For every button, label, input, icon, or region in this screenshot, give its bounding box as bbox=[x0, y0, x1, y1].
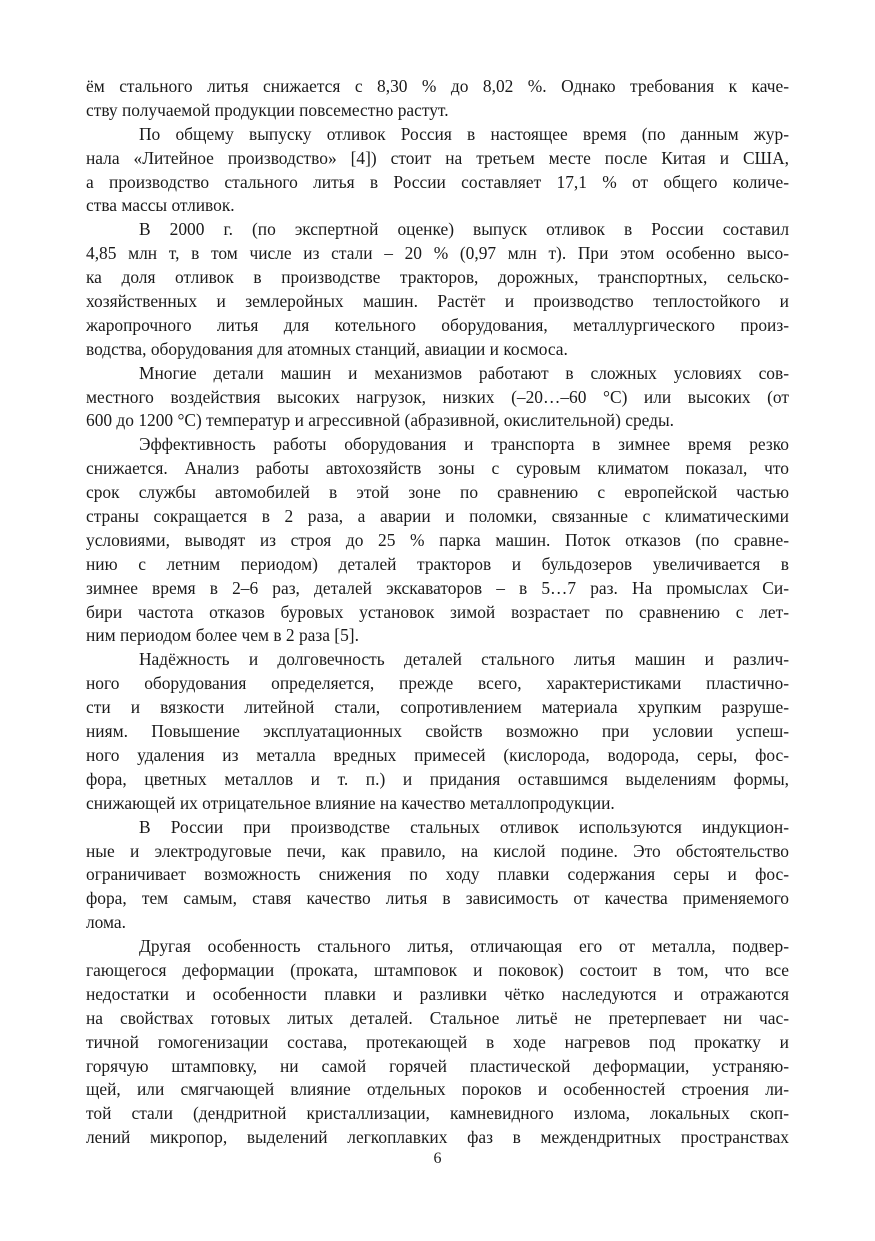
text-line: 4,85 млн т, в том числе из стали – 20 % (0,97 млн т). При этом особенно высо- bbox=[86, 243, 789, 264]
paragraph bbox=[86, 218, 789, 361]
text-line: недостатки и особенности плавки и разливки чётко наследуются и отражаются bbox=[86, 983, 789, 1004]
text-line: на свойствах готовых литых деталей. Стальное литьё не претерпевает ни час- bbox=[86, 1007, 789, 1028]
text-line: лений микропор, выделений легкоплавких фаз в междендритных пространствах bbox=[86, 1127, 789, 1148]
text-line: сти и вязкости литейной стали, сопротивлением материала хрупким разруше- bbox=[86, 697, 789, 718]
text-line: ним периодом более чем в 2 раза [5]. bbox=[86, 625, 359, 646]
text-line: Надёжность и долговечность деталей стального литья машин и различ- bbox=[139, 649, 789, 670]
text-line: нию с летним периодом) деталей тракторов и бульдозеров увеличивается в bbox=[86, 553, 789, 574]
text-line: Эффективность работы оборудования и транспорта в зимнее время резко bbox=[139, 434, 789, 455]
text-line: бири частота отказов буровых установок зимой возрастает по сравнению с лет- bbox=[86, 601, 789, 622]
text-line: 600 до 1200 °С) температур и агрессивной (абразивной, окислительной) среды. bbox=[86, 410, 675, 431]
text-line: ограничивает возможность снижения по ходу плавки содержания серы и фос- bbox=[86, 864, 789, 885]
text-line: фора, цветных металлов и т. п.) и придания оставшимся выделениям формы, bbox=[86, 768, 789, 789]
text-line: ём стального литья снижается с 8,30 % до 8,02 %. Однако требования к каче- bbox=[86, 76, 789, 96]
text-line: фора, тем самым, ставя качество литья в зависимость от качества применяемого bbox=[86, 888, 789, 909]
text-line: срок службы автомобилей в этой зоне по сравнению с европейской частью bbox=[86, 482, 789, 503]
text-line: Другая особенность стального литья, отличающая его от металла, подвер- bbox=[139, 936, 789, 957]
text-line: ного оборудования определяется, прежде всего, характеристиками пластично- bbox=[86, 673, 789, 694]
text-line: зимнее время в 2–6 раз, деталей экскаваторов – в 5…7 раз. На промыслах Си- bbox=[86, 577, 789, 598]
text-line: водства, оборудования для атомных станций, авиации и космоса. bbox=[86, 338, 568, 359]
text-line: страны сокращается в 2 раза, а аварии и поломки, связанные с климатическими bbox=[86, 506, 789, 527]
page-number: 6 bbox=[433, 1150, 442, 1167]
text-line: В России при производстве стальных отливок используются индукцион- bbox=[139, 816, 789, 837]
text-line: Многие детали машин и механизмов работают в сложных условиях сов- bbox=[139, 362, 789, 383]
text-line: условиями, выводят из строя до 25 % парка машин. Поток отказов (по сравне- bbox=[86, 529, 789, 550]
text-line: а производство стального литья в России составляет 17,1 % от общего количе- bbox=[86, 171, 789, 192]
text-line: тичной гомогенизации состава, протекающей в ходе нагревов под прокатку и bbox=[86, 1031, 789, 1052]
text-line: жаропрочного литья для котельного оборудования, металлургического произ- bbox=[86, 314, 789, 335]
text-line: щей, или смягчающей влияние отдельных пороков и особенностей строения ли- bbox=[86, 1079, 789, 1100]
text-line: снижается. Анализ работы автохозяйств зоны с суровым климатом показал, что bbox=[86, 458, 789, 479]
text-line: местного воздействия высоких нагрузок, низких (–20…–60 °С) или высоких (от bbox=[86, 386, 789, 407]
text-line: ниям. Повышение эксплуатационных свойств возможно при условии успеш- bbox=[86, 721, 789, 742]
paragraph bbox=[86, 123, 789, 219]
text-line: ного удаления из металла вредных примесей (кислорода, водорода, серы, фос- bbox=[86, 744, 789, 765]
text-line: ка доля отливок в производстве тракторов, дорожных, транспортных, сельско- bbox=[86, 267, 789, 288]
paragraph bbox=[86, 648, 789, 815]
text-line: лома. bbox=[86, 912, 126, 933]
paragraph bbox=[86, 362, 789, 434]
text-line: В 2000 г. (по экспертной оценке) выпуск отливок в России составил bbox=[139, 219, 789, 240]
text-line: ства массы отливок. bbox=[86, 195, 235, 216]
text-line: снижающей их отрицательное влияние на качество металлопродукции. bbox=[86, 792, 615, 813]
text-line: ные и электродуговые печи, как правило, на кислой подине. Это обстоятельство bbox=[86, 840, 789, 861]
text-line: нала «Литейное производство» [4]) стоит на третьем месте после Китая и США, bbox=[86, 147, 789, 168]
text-line: гающегося деформации (проката, штамповок и поковок) состоит в том, что все bbox=[86, 959, 789, 980]
text-line: хозяйственных и землеройных машин. Растёт и производство теплостойкого и bbox=[86, 291, 789, 312]
text-line: По общему выпуску отливок Россия в настоящее время (по данным жур- bbox=[139, 123, 789, 144]
paragraph bbox=[86, 75, 789, 123]
body-text bbox=[86, 75, 789, 1150]
paragraph bbox=[86, 816, 789, 935]
paragraph bbox=[86, 433, 789, 648]
text-line: горячую штамповку, ни самой горячей пластической деформации, устраняю- bbox=[86, 1055, 789, 1076]
text-line: ству получаемой продукции повсеместно растут. bbox=[86, 99, 449, 120]
paragraph bbox=[86, 935, 789, 1150]
text-line: той стали (дендритной кристаллизации, камневидного излома, локальных скоп- bbox=[86, 1103, 789, 1124]
